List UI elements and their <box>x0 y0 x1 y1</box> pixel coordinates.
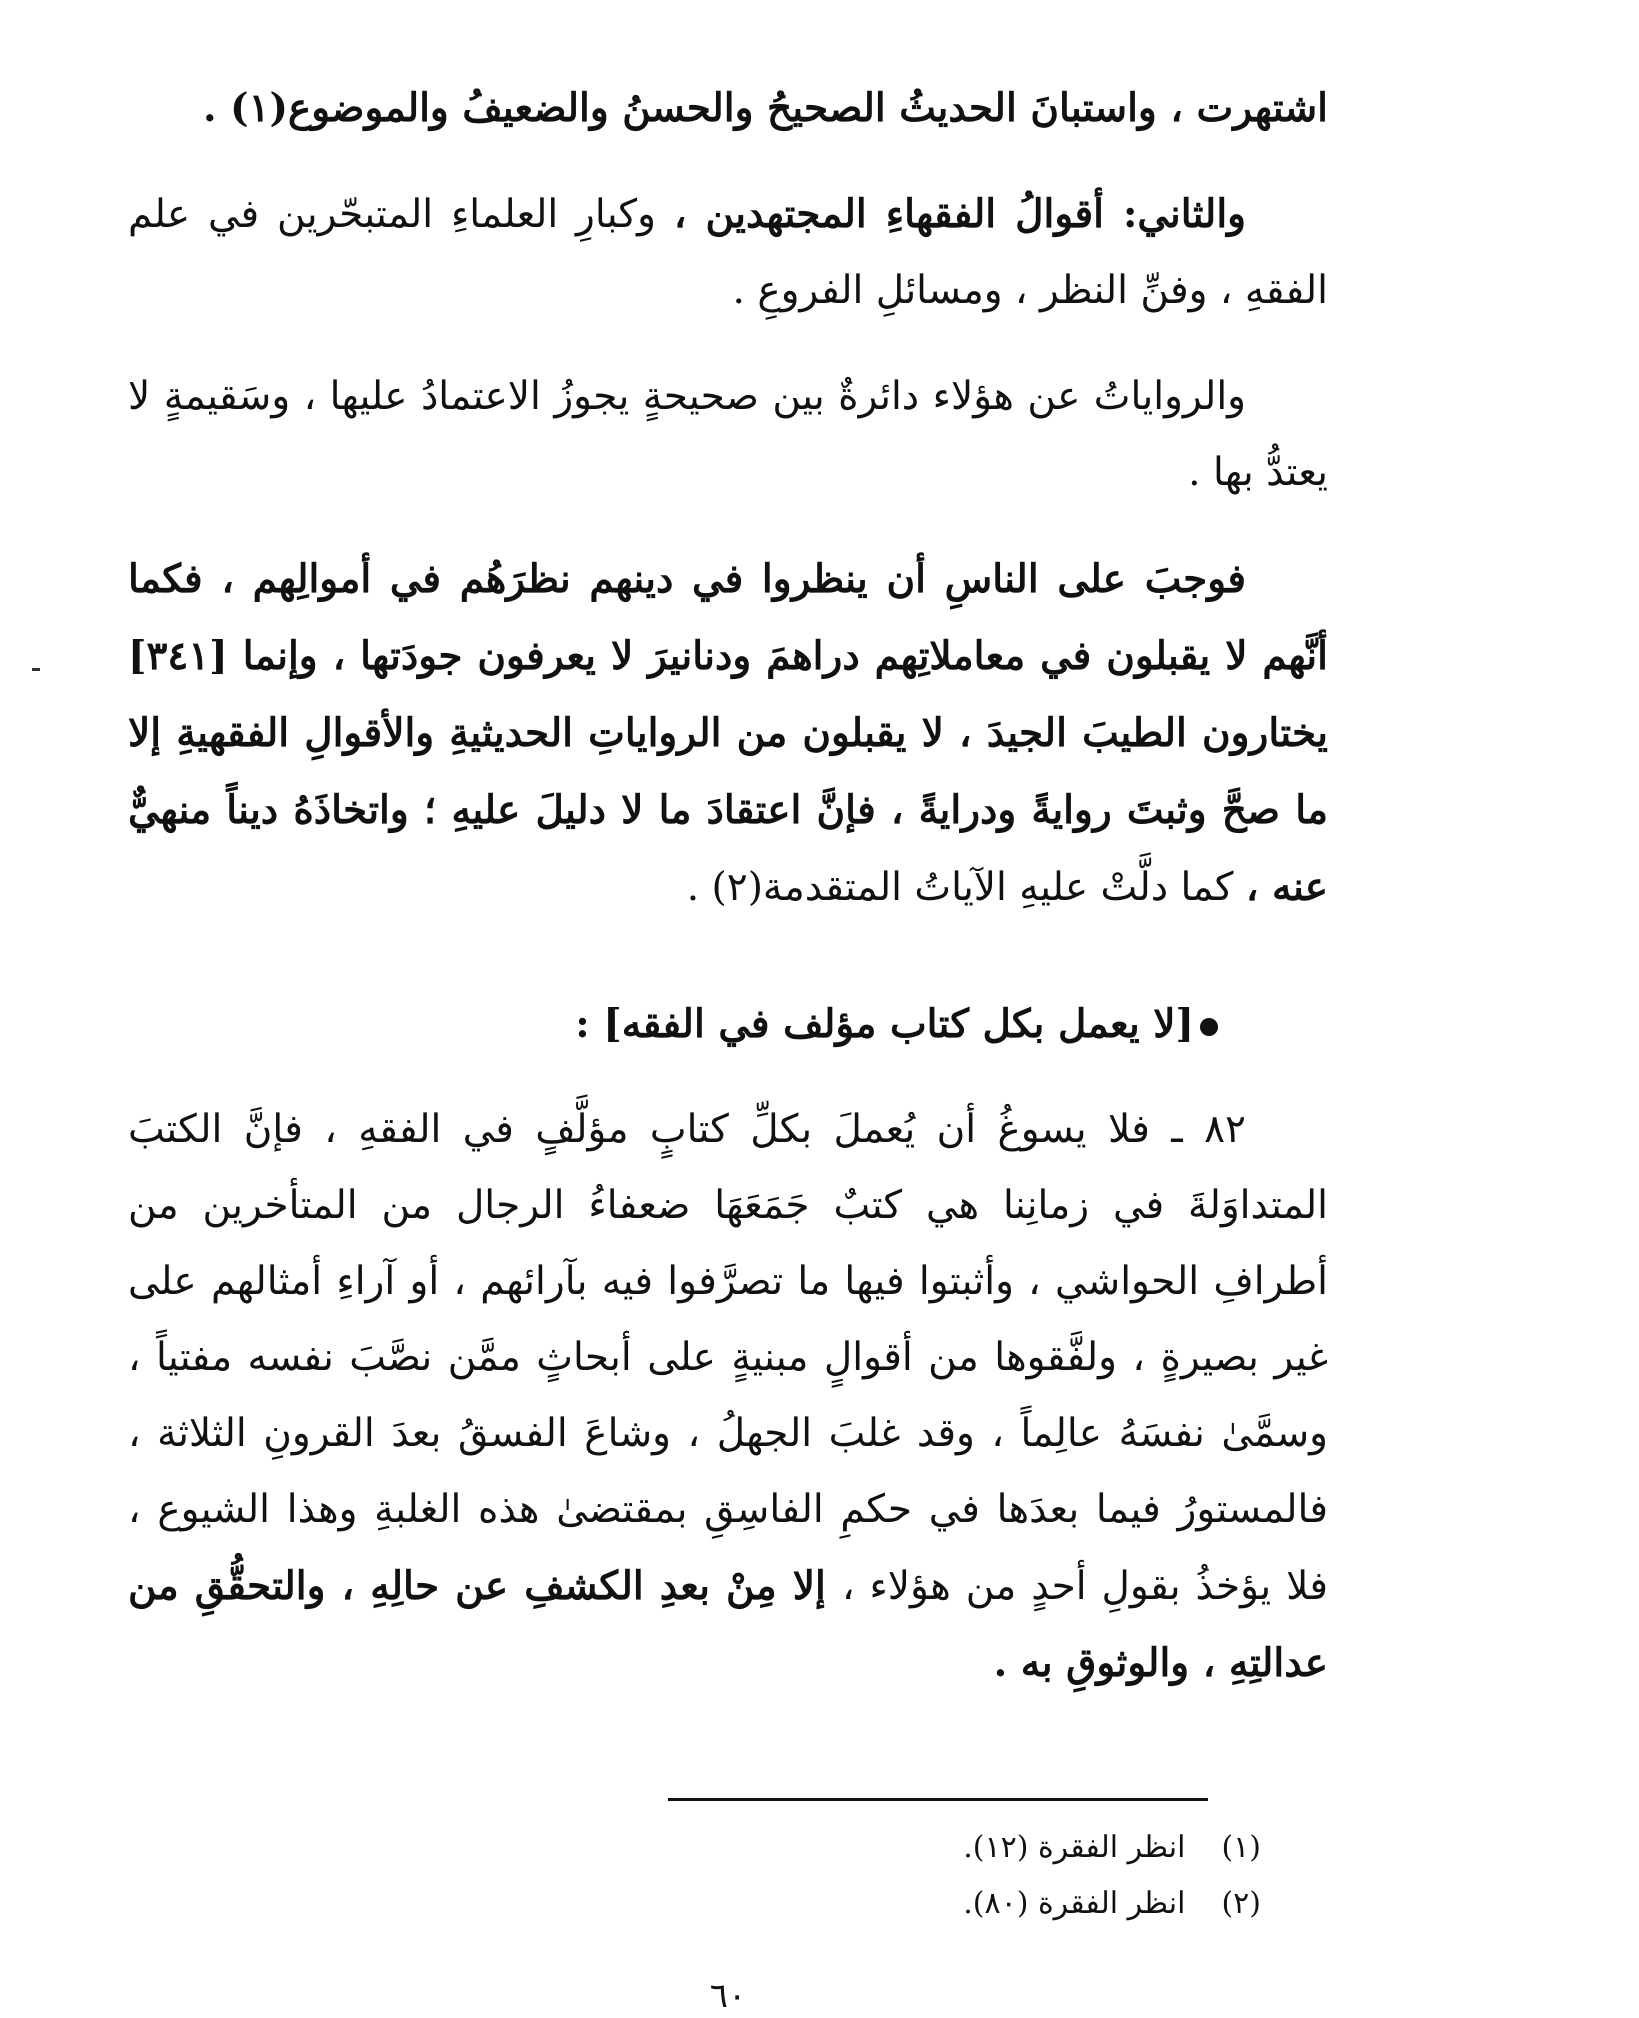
section-heading-text: [لا يعمل بكل كتاب مؤلف في الفقه] : <box>575 1001 1194 1047</box>
section-heading <box>128 986 1218 1062</box>
footnote-divider <box>668 1798 1208 1801</box>
footnote-number: (٢) <box>1221 1886 1261 1921</box>
paragraph-5-bold-text: إلا مِنْ بعدِ الكشفِ عن حالِهِ ، والتحقُّقِ من عدالتِهِ ، والوثوقِ به . <box>128 1563 1328 1686</box>
footnotes <box>741 1820 1261 1932</box>
paragraph-3 <box>128 359 1328 511</box>
paragraph-1-text: اشتهرت ، واستبانَ الحديثُ الصحيحُ والحسنُ والضعيفُ والموضوع(١) . <box>202 85 1328 131</box>
footnote-item-2 <box>741 1876 1261 1932</box>
paragraph-2-bold-text: والثاني: أقوالُ الفقهاءِ المجتهدين ، <box>673 191 1246 237</box>
footnote-item-1 <box>741 1820 1261 1876</box>
footnote-text: انظر الفقرة (١٢). <box>963 1830 1186 1865</box>
paragraph-4-text: كما دلَّتْ عليهِ الآياتُ المتقدمة(٢) . <box>686 865 1246 910</box>
paragraph-2-text: وكبارِ العلماءِ المتبحّرين في علم الفقهِ ، وفنِّ النظر ، ومسائلِ الفروعِ . <box>128 192 1328 313</box>
page-body <box>128 70 1328 2010</box>
margin-mark <box>32 668 40 671</box>
page-number: ٦٠ <box>709 1976 747 2016</box>
footnote-text: انظر الفقرة (٨٠). <box>963 1886 1186 1921</box>
paragraph-4 <box>128 541 1328 926</box>
paragraph-5-text: ٨٢ ـ فلا يسوغُ أن يُعملَ بكلِّ كتابٍ مؤلَّفٍ في الفقهِ ، فإنَّ الكتبَ المتداوَلةَ في زمانِنا هي كتبٌ جَمَعَهَا ضعفاءُ الرجال من المتأخرين من أطرافِ الحواشي ، وأثبتوا فيها ما تصرَّفوا فيه بآرائهم ، أو آراءِ أمثالهم على غير بصيرةٍ ، ولفَّقوها من أقوالٍ مبنيةٍ على أبحاثٍ ممَّن نصَّبَ نفسه مفتياً ، وسمَّىٰ نفسَهُ عالِماً ، وقد غلبَ الجهلُ ، وشاعَ الفسقُ بعدَ القرونِ الثلاثة ، فالمستورُ فيما بعدَها في حكمِ الفاسِقِ بمقتضىٰ هذه الغلبةِ وهذا الشيوع ، فلا يؤخذُ بقولِ أحدٍ من هؤلاء ، <box>128 1107 1328 1609</box>
paragraph-5 <box>128 1092 1328 1702</box>
paragraph-3-text: والرواياتُ عن هؤلاء دائرةٌ بين صحيحةٍ يجوزُ الاعتمادُ عليها ، وسَقيمةٍ لا يعتدُّ بها . <box>128 374 1328 495</box>
paragraph-2 <box>128 176 1328 329</box>
paragraph-4-bold-text: فوجبَ على الناسِ أن ينظروا في دينهم نظرَهُم في أموالِهم ، فكما أنَّهم لا يقبلون في معاملاتِهم دراهمَ ودنانيرَ لا يعرفون جودَتها ، وإنما [٣٤١] يختارون الطيبَ الجيدَ ، لا يقبلون من الرواياتِ الحديثيةِ والأقوالِ الفقهيةِ إلا ما صحَّ وثبتَ روايةً ودرايةً ، فإنَّ اعتقادَ ما لا دليلَ عليهِ ؛ واتخاذَهُ ديناً منهيٌّ عنه ، <box>128 556 1328 910</box>
paragraph-1 <box>128 70 1328 146</box>
bullet-icon <box>1200 1018 1218 1036</box>
footnote-number: (١) <box>1221 1830 1261 1865</box>
